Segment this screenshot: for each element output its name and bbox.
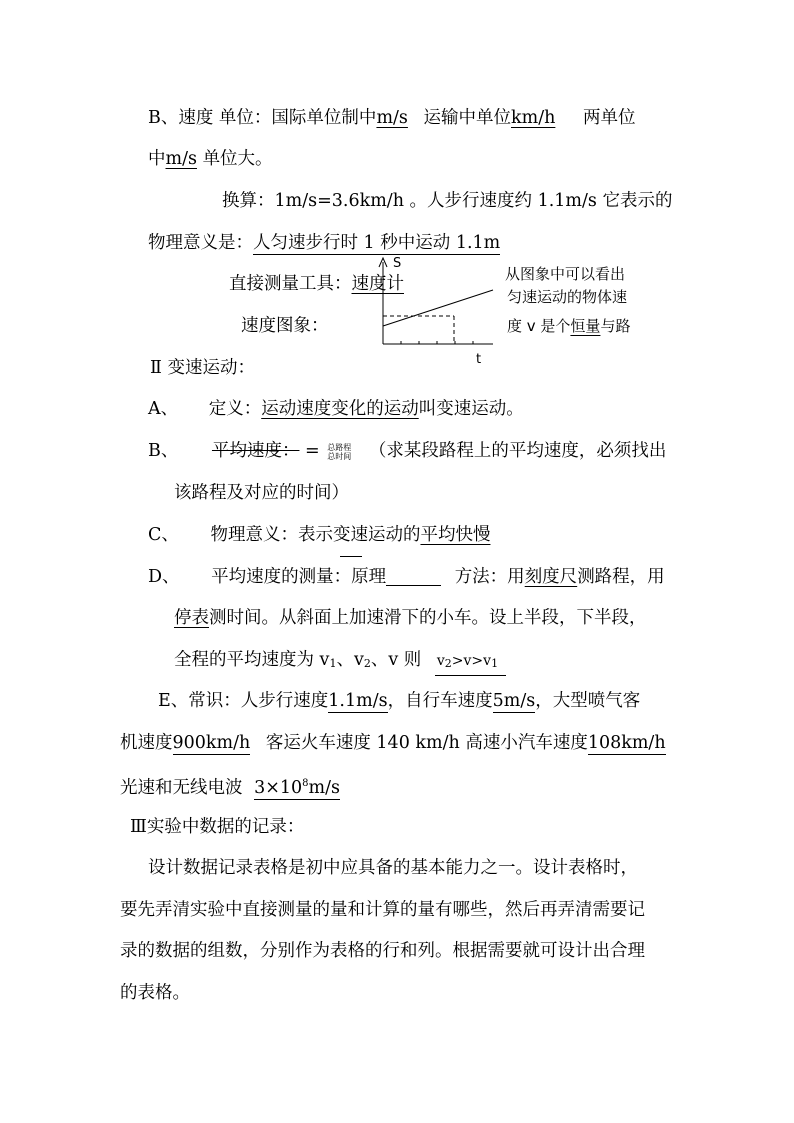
average-speed-note: 该路程及对应的时间） <box>174 483 349 503</box>
car-speed: 108km/h <box>587 733 666 753</box>
si-unit-answer: m/s <box>376 108 408 128</box>
fraction-numerator: 总路程 <box>327 442 352 452</box>
speed-graph-label: 速度图象： <box>241 316 329 336</box>
definition-line: A、 定义：运动速度变化的运动叫变速运动。 <box>148 399 524 419</box>
paragraph-line-2: 要先弄清实验中直接测量的量和计算的量有哪些，然后再弄清需要记 <box>120 900 645 920</box>
common-knowledge-line-1: E、常识：人步行速度1.1m/s，自行车速度5m/s，大型喷气客 <box>158 691 641 711</box>
transport-unit-answer: km/h <box>511 108 556 128</box>
graph-note-3: 度 v 是个恒量与路 <box>507 317 631 335</box>
average-speed-fraction <box>327 443 351 461</box>
measurement-line-3: 全程的平均速度为 v1、v2、v 则 v2>v>v1 <box>174 648 506 676</box>
physical-meaning-line: 物理意义是：人匀速步行时 1 秒中运动 1.1m <box>148 233 501 253</box>
s-axis-label: S <box>393 256 402 271</box>
paragraph-line-1: 设计数据记录表格是初中应具备的基本能力之一。设计表格时， <box>148 858 638 878</box>
t-axis-label: t <box>476 352 482 367</box>
principle-blank <box>386 567 441 586</box>
section-iii-heading: Ⅲ实验中数据的记录： <box>130 817 305 837</box>
measurement-line-2: 停表测时间。从斜面上加速滑下的小车。设上半段，下半段， <box>174 608 647 628</box>
speed-comparison-answer: v2>v>v1 <box>435 650 506 676</box>
measurement-line: D、 平均速度的测量：原理 方法：用刻度尺测路程，用 <box>148 567 665 587</box>
constant-answer: 恒量 <box>570 317 601 335</box>
conversion-line: 换算：1m/s=3.6km/h 。人步行速度约 1.1m/s 它表示的 <box>222 191 673 211</box>
common-knowledge-line-3: 光速和无线电波 $3\times 10^8m/s$ <box>120 773 340 800</box>
ruler-answer: 刻度尺 <box>524 567 578 587</box>
fraction-denominator: 总时间 <box>327 451 352 461</box>
definition-answer: 运动速度变化的运动 <box>261 399 419 419</box>
s-t-line <box>383 290 493 326</box>
average-speed-line: B、 平均速度： = 总路程 总时间 （求某段路程上的平均速度，必须找出 <box>148 441 667 461</box>
graph-note-2: 匀速运动的物体速 <box>507 288 628 306</box>
paragraph-line-3: 录的数据的组数，分别作为表格的行和列。根据需要就可设计出合理 <box>120 941 645 961</box>
meaning-answer: 平均快慢 <box>420 525 491 545</box>
section-ii-heading: Ⅱ 变速运动： <box>150 358 255 378</box>
meaning-line: C、 物理意义：表示变速运动的平均快慢 <box>148 525 491 545</box>
measuring-tool-line: 直接测量工具：速度计 <box>229 274 404 294</box>
light-speed: $3\times 10^8m/s$ <box>254 773 340 800</box>
bigger-unit-line: 中m/s 单位大。 <box>148 149 273 169</box>
bigger-unit-answer: m/s <box>165 149 197 169</box>
paragraph-line-4: 的表格。 <box>120 983 190 1003</box>
walking-speed: 1.1m/s <box>328 691 388 711</box>
v-bar-mark <box>340 556 362 557</box>
graph-note-1: 从图象中可以看出 <box>505 265 626 283</box>
bicycle-speed: 5m/s <box>492 691 536 711</box>
stopwatch-answer: 停表 <box>174 608 209 628</box>
measuring-tool-answer: 速度计 <box>351 274 404 294</box>
jet-speed: 900km/h <box>172 733 251 753</box>
physical-meaning-answer: 人匀速步行时 1 秒中运动 1.1m <box>253 233 501 253</box>
speed-unit-line: B、速度 单位：国际单位制中m/s 运输中单位km/h 两单位 <box>148 108 636 128</box>
common-knowledge-line-2: 机速度900km/h 客运火车速度 140 km/h 高速小汽车速度108km/h <box>120 733 666 753</box>
